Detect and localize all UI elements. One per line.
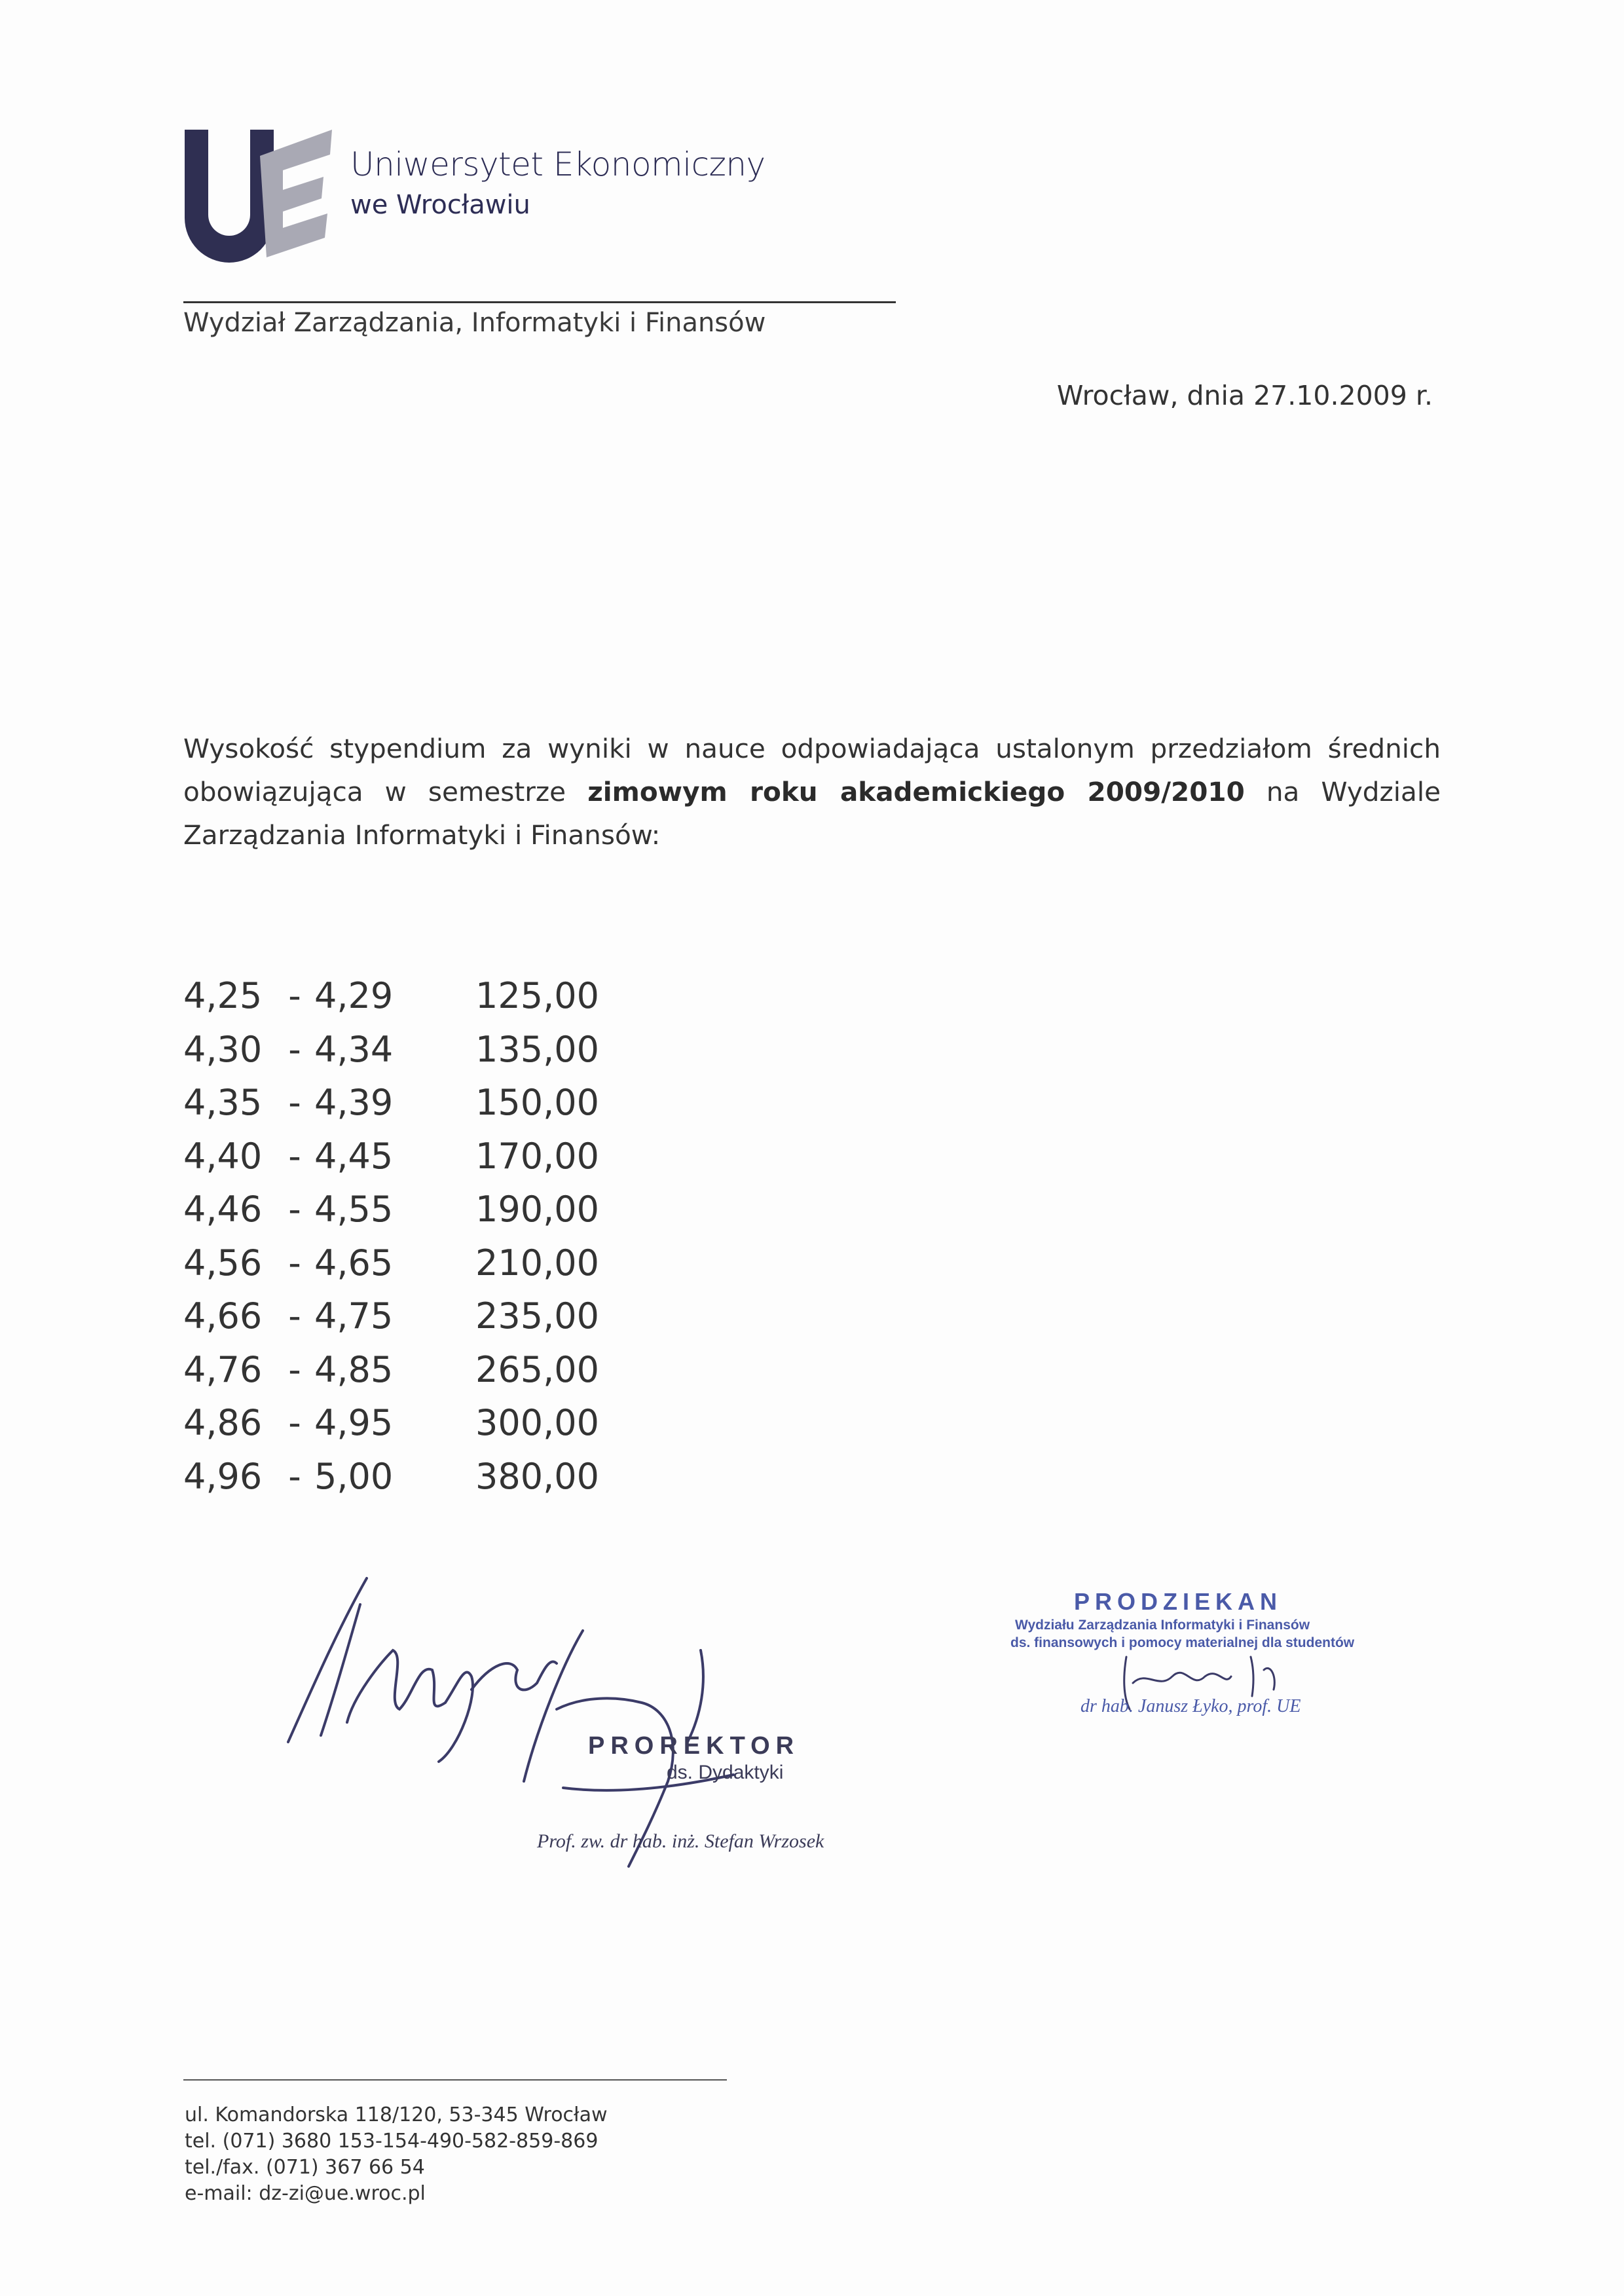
range-to: 5,00	[314, 1455, 394, 1497]
table-row	[183, 969, 633, 1023]
document-date: Wrocław, dnia 27.10.2009 r.	[1056, 380, 1433, 411]
range-from: 4,40	[183, 1135, 263, 1177]
range-separator: -	[288, 1135, 301, 1177]
range-from: 4,46	[183, 1189, 263, 1231]
table-row	[183, 1183, 633, 1236]
prorektor-stamp-name: Prof. zw. dr hab. inż. Stefan Wrzosek	[537, 1830, 824, 1852]
range-separator: -	[288, 1189, 301, 1231]
faculty-name: Wydział Zarządzania, Informatyki i Finansów	[183, 308, 766, 338]
prodziekan-stamp-line1: Wydziału Zarządzania Informatyki i Finansów	[1015, 1618, 1310, 1633]
scholarship-amount: 135,00	[475, 1028, 599, 1070]
range-to: 4,85	[314, 1348, 394, 1390]
footer-email: e-mail: dz-zi@ue.wroc.pl	[185, 2182, 426, 2205]
scholarship-amount: 265,00	[475, 1348, 599, 1390]
range-from: 4,35	[183, 1082, 263, 1124]
footer-address: ul. Komandorska 118/120, 53-345 Wrocław	[185, 2103, 608, 2126]
intro-text-after: na Wydziale Zarządzania Informatyki i Finansów:	[183, 776, 1441, 851]
footer-fax: tel./fax. (071) 367 66 54	[185, 2156, 425, 2179]
table-row	[183, 1023, 633, 1077]
university-logo	[178, 130, 348, 267]
footer-contact	[185, 2102, 607, 2207]
range-to: 4,34	[314, 1028, 394, 1070]
scholarship-table	[183, 969, 633, 1503]
prodziekan-stamp-name: dr hab. Janusz Łyko, prof. UE	[1080, 1696, 1301, 1716]
range-to: 4,55	[314, 1189, 394, 1231]
scholarship-amount: 150,00	[475, 1082, 599, 1124]
table-row	[183, 1130, 633, 1183]
range-to: 4,95	[314, 1402, 394, 1444]
intro-text-before: Wysokość stypendium za wyniki w nauce odpowiadająca ustalonym przedziałom średnich obowiązująca w semestrze	[183, 733, 1441, 807]
scholarship-amount: 235,00	[475, 1295, 599, 1337]
range-from: 4,30	[183, 1028, 263, 1070]
university-name: Uniwersytet Ekonomiczny	[350, 145, 766, 183]
scholarship-amount: 125,00	[475, 975, 599, 1017]
intro-paragraph	[183, 727, 1441, 857]
range-to: 4,75	[314, 1295, 394, 1337]
range-from: 4,96	[183, 1455, 263, 1497]
scholarship-amount: 380,00	[475, 1455, 599, 1497]
range-separator: -	[288, 1348, 301, 1390]
intro-text-bold: zimowym roku akademickiego 2009/2010	[587, 776, 1245, 807]
table-row	[183, 1396, 633, 1450]
table-row	[183, 1289, 633, 1343]
prorektor-stamp-scope: ds. Dydaktyki	[667, 1762, 784, 1783]
range-to: 4,29	[314, 975, 394, 1017]
scholarship-amount: 190,00	[475, 1189, 599, 1231]
prorektor-stamp-title: PROREKTOR	[588, 1732, 800, 1760]
range-separator: -	[288, 1455, 301, 1497]
range-separator: -	[288, 1028, 301, 1070]
range-from: 4,76	[183, 1348, 263, 1390]
range-to: 4,39	[314, 1082, 394, 1124]
prodziekan-stamp-title: PRODZIEKAN	[1074, 1588, 1283, 1615]
scholarship-amount: 210,00	[475, 1242, 599, 1284]
range-separator: -	[288, 975, 301, 1017]
scholarship-amount: 170,00	[475, 1135, 599, 1177]
footer-divider	[183, 2079, 727, 2081]
range-to: 4,65	[314, 1242, 394, 1284]
range-from: 4,86	[183, 1402, 263, 1444]
scholarship-amount: 300,00	[475, 1402, 599, 1444]
range-separator: -	[288, 1242, 301, 1284]
range-separator: -	[288, 1402, 301, 1444]
footer-phone: tel. (071) 3680 153-154-490-582-859-869	[185, 2130, 599, 2153]
prodziekan-stamp-line2: ds. finansowych i pomocy materialnej dla studentów	[1010, 1635, 1355, 1650]
table-row	[183, 1450, 633, 1504]
range-separator: -	[288, 1082, 301, 1124]
table-row	[183, 1076, 633, 1130]
range-from: 4,56	[183, 1242, 263, 1284]
range-from: 4,66	[183, 1295, 263, 1337]
range-to: 4,45	[314, 1135, 394, 1177]
university-city: we Wrocławiu	[350, 190, 530, 220]
table-row	[183, 1236, 633, 1290]
range-from: 4,25	[183, 975, 263, 1017]
range-separator: -	[288, 1295, 301, 1337]
header-divider	[183, 301, 896, 303]
table-row	[183, 1343, 633, 1397]
